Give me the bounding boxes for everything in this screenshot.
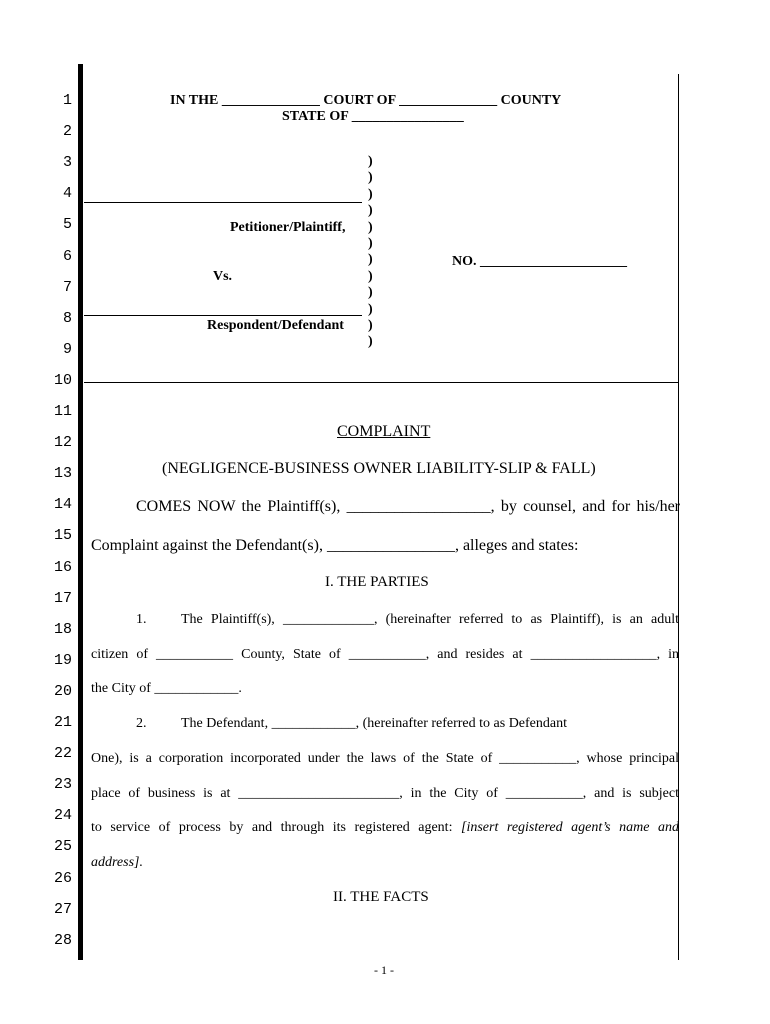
line-number: 23 [53,776,72,794]
paragraph-1-number: 1. [136,612,147,627]
line-number: 4 [62,185,72,203]
caption-paren: ) [368,186,373,202]
line-number: 5 [62,216,72,234]
caption-paren: ) [368,236,373,251]
respondent-name-line [84,315,362,316]
line-number: 1 [62,92,72,109]
paragraph-2-number: 2. [136,716,147,731]
line-number: 16 [53,558,72,576]
caption-paren: ) [368,154,373,169]
line-number: 28 [53,931,72,949]
intro-line-2: Complaint against the Defendant(s), ________________, alleges and states: [91,537,579,554]
line-number: 22 [53,745,72,763]
line-number: 15 [53,527,72,545]
caption-paren: ) [368,219,373,235]
left-margin-rule [78,64,83,960]
petitioner-label: Petitioner/Plaintiff, [230,220,346,235]
line-number: 21 [53,714,72,731]
paragraph-1-line-3: the City of ____________. [91,681,242,696]
caption-paren: ) [368,170,373,186]
caption-paren: ) [368,268,373,284]
paragraph-2-line-3: place of business is at _______________________, in the City of ___________, and is subject [91,786,679,801]
paragraph-2-line-1: The Defendant, ____________, (hereinafter referred to as Defendant [181,716,567,731]
caption-paren: ) [368,203,373,219]
section-parties-heading: I. THE PARTIES [325,574,429,590]
caption-paren: ) [368,301,373,317]
paragraph-2-line-2: One), is a corporation incorporated under the laws of the State of ___________, whose principal [91,751,679,766]
line-number: 17 [53,589,72,607]
line-number: 3 [62,154,72,172]
line-number: 11 [53,403,72,420]
line-number: 12 [53,434,72,452]
caption-paren: ) [368,252,373,268]
line-number: 24 [53,807,72,825]
paragraph-2-line-4-text: to service of process by and through its registered agent: [91,820,462,835]
paragraph-1-line-1: The Plaintiff(s), _____________, (hereinafter referred to as Plaintiff), is an adult [181,612,679,627]
respondent-label: Respondent/Defendant [207,318,344,333]
line-number: 8 [62,309,72,327]
state-line: STATE OF ________________ [282,109,464,124]
page-number: - 1 - [374,963,394,977]
line-number: 7 [62,278,72,296]
petitioner-name-line [84,202,362,203]
line-number: 13 [53,465,72,483]
caption-paren: ) [368,334,373,350]
line-number: 25 [53,838,72,856]
court-line: IN THE ______________ COURT OF ______________ COUNTY [170,93,562,108]
paragraph-2-line-4 [91,820,679,836]
line-number: 20 [53,682,72,700]
registered-agent-placeholder: [insert registered agent’s name and [461,820,679,835]
complaint-subtitle: (NEGLIGENCE-BUSINESS OWNER LIABILITY-SLIP & FALL) [162,460,596,477]
intro-line-1: COMES NOW the Plaintiff(s), __________________, by counsel, and for his/her [136,498,680,515]
section-facts-heading: II. THE FACTS [333,889,429,905]
line-number: 10 [53,371,72,389]
paragraph-2-line-5: address]. [91,855,143,870]
line-number: 14 [53,496,72,514]
caption-paren: ) [368,318,373,333]
caption-divider [84,382,678,383]
paragraph-1-line-2: citizen of ___________ County, State of ___________, and resides at __________________, in [91,647,679,662]
line-number: 9 [62,340,72,358]
line-number: 27 [53,900,72,918]
case-number: NO. _____________________ [452,254,627,269]
line-number: 6 [62,247,72,265]
line-number: 18 [53,620,72,638]
complaint-title: COMPLAINT [337,423,431,440]
caption-paren: ) [368,285,373,301]
line-number: 2 [62,123,72,141]
line-number: 19 [53,651,72,669]
vs-label: Vs. [213,269,233,284]
line-number: 26 [53,869,72,887]
